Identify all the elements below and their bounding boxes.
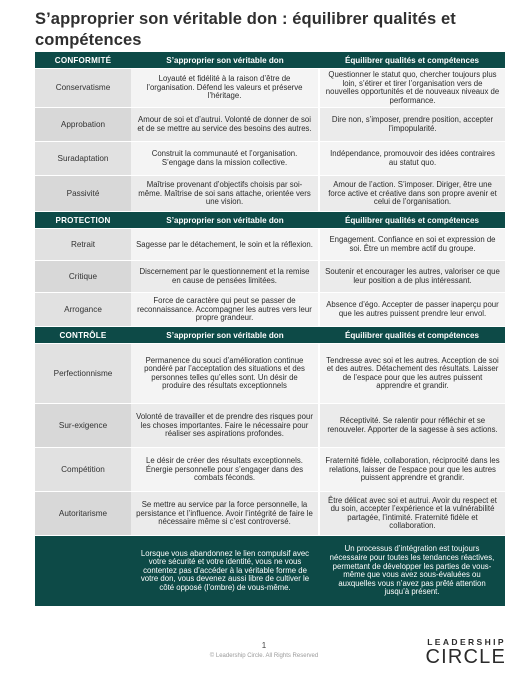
pattern-label: Autoritarisme <box>35 492 131 536</box>
own-gift-cell: Le désir de créer des résultats exceptionnels. Énergie personnelle pour s’engager dans des combats féconds. <box>131 448 319 492</box>
section-header <box>35 52 505 69</box>
balance-cell: Amour de l’action. S’imposer. Diriger, être une force active et créative dans son propre avenir et celui de l’organisation. <box>319 176 505 212</box>
logo-line-1: LEADERSHIP <box>427 637 506 647</box>
summary-right: Un processus d’intégration est toujours nécessaire pour toutes les tendances réactives, permettant de développer les parties de vous-même que vous avez sous-évaluées ou auxquelles vous n’avez pas prêté attention jusqu’à présent. <box>319 536 505 606</box>
balance-cell: Dire non, s’imposer, prendre position, accepter l’impopularité. <box>319 108 505 142</box>
pattern-label: Arrogance <box>35 293 131 327</box>
section-name: CONFORMITÉ <box>35 52 131 69</box>
page-title: S’approprier son véritable don : équilibrer qualités et compétences <box>35 10 456 49</box>
column-header-balance: Équilibrer qualités et compétences <box>319 52 505 69</box>
own-gift-cell: Maîtrise provenant d’objectifs choisis par soi-même. Maîtrise de soi sans attache, orientée vers une vision. <box>131 176 319 212</box>
balance-cell: Indépendance, promouvoir des idées contraires au statut quo. <box>319 142 505 176</box>
pattern-label: Conservatisme <box>35 69 131 108</box>
logo-line-2: CIRCLE <box>425 646 506 668</box>
summary-left: Lorsque vous abandonnez le lien compulsif avec votre sécurité et votre identité, vous ne vous contentez pas d’accéder à la véritable forme de votre don, vous devenez aussi libre de cultiver le côté opposé (l’ombre) de vous-même. <box>131 536 319 606</box>
table-row <box>35 142 505 176</box>
table-row <box>35 293 505 327</box>
section-header <box>35 212 505 229</box>
table-row <box>35 448 505 492</box>
table-row <box>35 261 505 293</box>
own-gift-cell: Loyauté et fidélité à la raison d’être de l’organisation. Défend les valeurs et préserve l’héritage. <box>131 69 319 108</box>
balance-cell: Réceptivité. Se ralentir pour réfléchir et se renouveler. Apporter de la sagesse à ses actions. <box>319 404 505 448</box>
pattern-label: Passivité <box>35 176 131 212</box>
column-header-balance: Équilibrer qualités et compétences <box>319 212 505 229</box>
table-row <box>35 492 505 536</box>
summary-row <box>35 536 505 606</box>
table-row <box>35 176 505 212</box>
pattern-label: Critique <box>35 261 131 293</box>
balance-cell: Engagement. Confiance en soi et expression de soi. Être un membre actif du groupe. <box>319 229 505 261</box>
pattern-label: Sur-exigence <box>35 404 131 448</box>
section-name: PROTECTION <box>35 212 131 229</box>
column-header-own: S’approprier son véritable don <box>131 52 319 69</box>
own-gift-cell: Construit la communauté et l’organisation. S’engage dans la mission collective. <box>131 142 319 176</box>
column-header-own: S’approprier son véritable don <box>131 327 319 344</box>
pattern-label: Approbation <box>35 108 131 142</box>
own-gift-cell: Amour de soi et d’autrui. Volonté de donner de soi et de se mettre au service des besoins des autres. <box>131 108 319 142</box>
pattern-label: Compétition <box>35 448 131 492</box>
own-gift-cell: Se mettre au service par la force personnelle, la persistance et l’influence. Avoir l’intégrité de faire le nécessaire même si c’est controversé. <box>131 492 319 536</box>
section-name: CONTRÔLE <box>35 327 131 344</box>
table-row <box>35 108 505 142</box>
pattern-label: Retrait <box>35 229 131 261</box>
table-row <box>35 344 505 404</box>
own-gift-cell: Discernement par le questionnement et la remise en cause de pensées limitées. <box>131 261 319 293</box>
table-row <box>35 229 505 261</box>
balance-cell: Être délicat avec soi et autrui. Avoir du respect et du soin, accepter l’expérience et la vulnérabilité partagée, l’intimité. Fraternité fidèle et collaboration. <box>319 492 505 536</box>
qualities-table <box>35 52 505 606</box>
balance-cell: Questionner le statut quo, chercher toujours plus loin, s’étirer et tirer l’organisation vers de nouvelles opportunités et de nouveaux niveaux de performance. <box>319 69 505 108</box>
copyright-notice: © Leadership Circle. All Rights Reserved <box>209 653 319 659</box>
balance-cell: Absence d’égo. Accepter de passer inaperçu pour que les autres puissent prendre leur envol. <box>319 293 505 327</box>
summary-spacer <box>35 536 131 606</box>
section-header <box>35 327 505 344</box>
column-header-balance: Équilibrer qualités et compétences <box>319 327 505 344</box>
own-gift-cell: Sagesse par le détachement, le soin et la réflexion. <box>131 229 319 261</box>
table-row <box>35 69 505 108</box>
leadership-circle-logo <box>425 637 506 667</box>
pattern-label: Suradaptation <box>35 142 131 176</box>
table-row <box>35 404 505 448</box>
own-gift-cell: Force de caractère qui peut se passer de reconnaissance. Accompagner les autres vers leur propre grandeur. <box>131 293 319 327</box>
balance-cell: Tendresse avec soi et les autres. Acception de soi et des autres. Détachement des résultats. Laisser de l’espace pour que les autres puissent apprendre et grandir. <box>319 344 505 404</box>
balance-cell: Soutenir et encourager les autres, valoriser ce que leur position a de plus intéressant. <box>319 261 505 293</box>
pattern-label: Perfectionnisme <box>35 344 131 404</box>
column-header-own: S’approprier son véritable don <box>131 212 319 229</box>
page-number: 1 <box>261 641 267 650</box>
own-gift-cell: Permanence du souci d’amélioration continue pondéré par l’acceptation des situations et des personnes telles qu’elles sont. Un désir de produire des résultats exceptionnels <box>131 344 319 404</box>
balance-cell: Fraternité fidèle, collaboration, réciprocité dans les relations, laisser de l’espace pour que les autres puissent apprendre et grandir. <box>319 448 505 492</box>
own-gift-cell: Volonté de travailler et de prendre des risques pour les choses importantes. Faire le nécessaire pour réaliser ses aspirations profondes. <box>131 404 319 448</box>
